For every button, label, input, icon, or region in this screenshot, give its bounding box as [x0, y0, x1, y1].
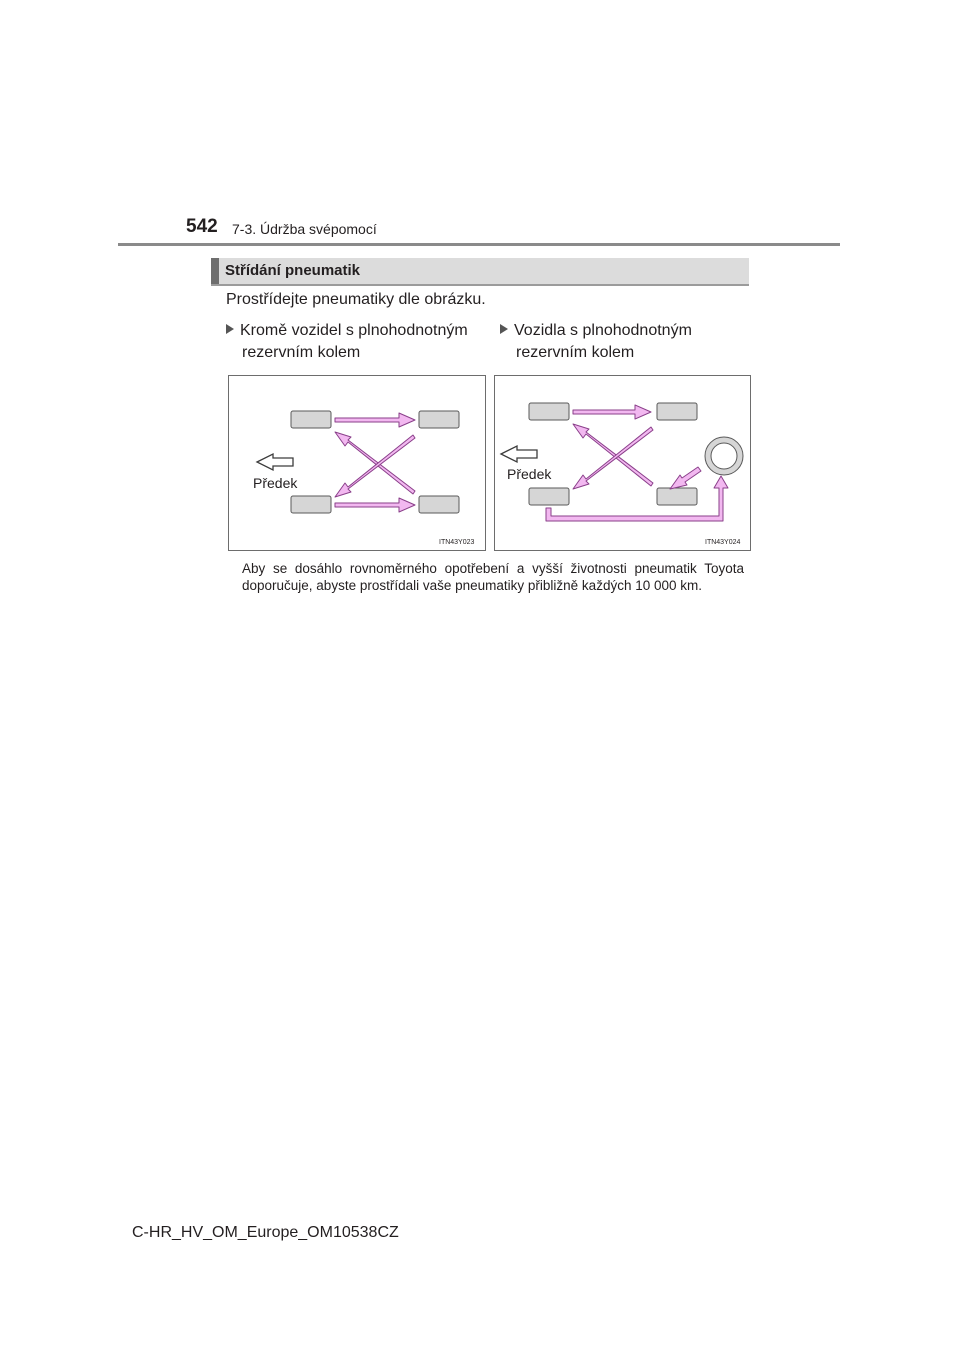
bullet-triangle-icon [500, 324, 508, 334]
tire-rear-left [657, 403, 697, 420]
front-direction-arrow-icon [257, 454, 293, 470]
figure-code: ITN43Y023 [439, 539, 475, 546]
arrow-front-to-rear-top [335, 413, 415, 427]
bullet-line-2: rezervním kolem [242, 344, 361, 361]
tire-rear-left [419, 411, 459, 428]
tire-rear-right [419, 496, 459, 513]
bullet-line-1: Vozidla s plnohodnotným [514, 322, 692, 339]
section-title: 7-3. Údržba svépomocí [232, 221, 377, 237]
rotation-diagram-svg [229, 376, 485, 550]
rotation-note: Aby se dosáhlo rovnoměrného opotřebení a vyšší životnosti pneumatik Toyota doporučuje, abyste prostřídali vaše pneumatiky přibližně každých 10 000 km. [242, 561, 744, 593]
tire-front-right [291, 496, 331, 513]
tire-front-right [529, 488, 569, 505]
header-divider [118, 243, 840, 246]
tire-rear-right [657, 488, 697, 505]
tire-front-left [529, 403, 569, 420]
arrow-spare-to-rear-right [670, 467, 701, 489]
arrow-front-to-rear-bottom [335, 498, 415, 512]
bullet-triangle-icon [226, 324, 234, 334]
arrow-rear-left-to-front-right [335, 435, 415, 497]
tire-front-left [291, 411, 331, 428]
bullet-line-1: Kromě vozidel s plnohodnotným [240, 322, 468, 339]
heading-accent [211, 258, 219, 284]
front-label: Předek [507, 466, 552, 482]
rotation-diagram-without-spare [228, 375, 486, 551]
arrow-front-to-rear-top [573, 405, 651, 419]
arrow-front-right-to-spare [546, 476, 728, 521]
rotation-diagram-svg [495, 376, 750, 550]
document-code: C-HR_HV_OM_Europe_OM10538CZ [132, 1224, 399, 1241]
arrow-rear-right-to-front-left [573, 424, 653, 486]
front-direction-arrow-icon [501, 446, 537, 462]
bullet-with-spare [500, 320, 750, 364]
rotation-diagram-with-spare [494, 375, 751, 551]
arrow-rear-left-to-front-right [573, 427, 653, 489]
heading-text: Střídání pneumatik [225, 262, 361, 279]
figure-code: ITN43Y024 [705, 539, 741, 546]
section-heading [211, 258, 749, 286]
arrow-rear-right-to-front-left [335, 432, 415, 494]
front-label: Předek [253, 475, 298, 491]
spare-tire-icon [705, 437, 743, 475]
page-number: 542 [186, 216, 218, 237]
bullet-line-2: rezervním kolem [516, 344, 635, 361]
bullet-without-spare [226, 320, 488, 364]
intro-text: Prostřídejte pneumatiky dle obrázku. [226, 291, 486, 308]
